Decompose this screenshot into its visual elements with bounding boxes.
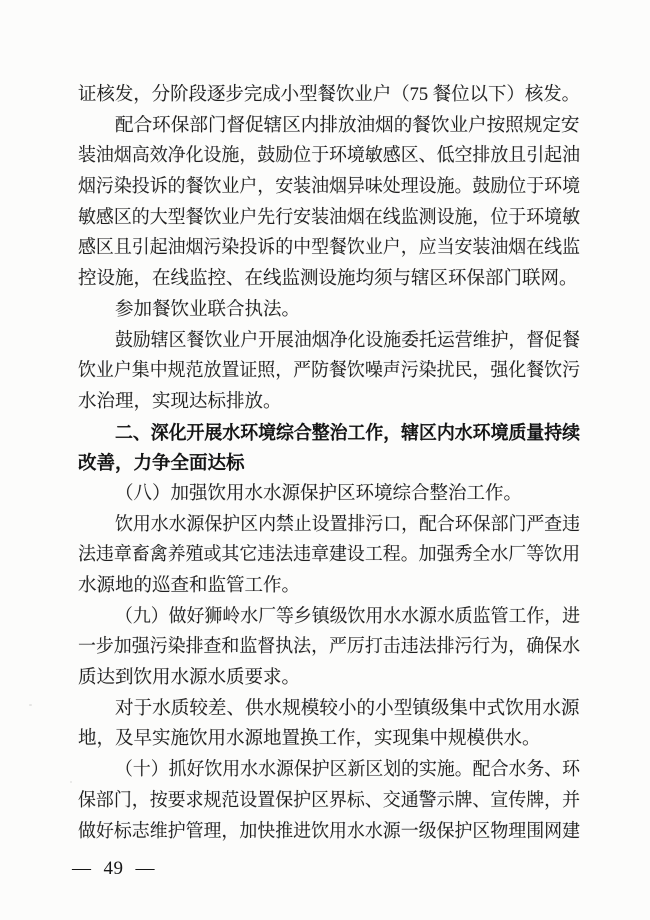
section-heading-line: 二、深化开展水环境综合整治工作，辖区内水环境质量持续 bbox=[115, 421, 580, 443]
page-footer bbox=[72, 856, 155, 882]
text-line: 地，及早实施饮用水源地置换工作，实现集中规模供水。 bbox=[78, 729, 541, 750]
text-line: 鼓励辖区餐饮业户开展油烟净化设施委托运营维护，督促餐 bbox=[115, 330, 580, 351]
text-line: 敏感区的大型餐饮业户先行安装油烟在线监测设施，位于环境敏 bbox=[78, 207, 581, 228]
footer-dash-left: — bbox=[72, 858, 92, 879]
footer-dash-right: — bbox=[135, 858, 155, 879]
text-line: 保部门，按要求规范设置保护区界标、交通警示牌、宣传牌，并 bbox=[78, 790, 581, 811]
text-line: 做好标志维护管理，加快推进饮用水水源一级保护区物理围网建 bbox=[78, 821, 581, 842]
text-line: 质达到饮用水源水质要求。 bbox=[78, 668, 301, 689]
text-line: 参加餐饮业联合执法。 bbox=[115, 299, 301, 320]
text-line: 对于水质较差、供水规模较小的小型镇级集中式饮用水源 bbox=[115, 698, 580, 719]
text-line: 装油烟高效净化设施，鼓励位于环境敏感区、低空排放且引起油 bbox=[78, 146, 581, 167]
text-line: 饮用水水源保护区内禁止设置排污口，配合环保部门严查违 bbox=[115, 514, 580, 535]
document-body bbox=[78, 80, 580, 847]
text-line: 感区且引起油烟污染投诉的中型餐饮业户，应当安装油烟在线监 bbox=[78, 238, 581, 259]
text-line: 控设施，在线监控、在线监测设施均须与辖区环保部门联网。 bbox=[78, 269, 578, 290]
text-line: 配合环保部门督促辖区内排放油烟的餐饮业户按照规定安 bbox=[115, 115, 580, 136]
text-line: 证核发，分阶段逐步完成小型餐饮业户（75 餐位以下）核发。 bbox=[78, 85, 581, 105]
text-line: 水源地的巡查和监管工作。 bbox=[78, 576, 301, 596]
text-line: （八）加强饮用水水源保护区环境综合整治工作。 bbox=[115, 483, 523, 504]
text-line: 一步加强污染排查和监督执法，严厉打击违法排污行为，确保水 bbox=[78, 637, 581, 658]
text-line: 法违章畜禽养殖或其它违法违章建设工程。加强秀全水厂等饮用 bbox=[78, 545, 581, 566]
scan-speck bbox=[70, 781, 72, 783]
text-line: 水治理，实现达标排放。 bbox=[78, 391, 282, 412]
section-heading-line: 改善，力争全面达标 bbox=[78, 452, 245, 474]
text-line: 烟污染投诉的餐饮业户，安装油烟异味处理设施。鼓励位于环境 bbox=[78, 177, 581, 198]
page-number: 49 bbox=[103, 858, 124, 879]
text-line: （十）抓好饮用水水源保护区新区划的实施。配合水务、环 bbox=[115, 760, 580, 781]
scan-speck bbox=[29, 704, 32, 706]
text-line: 饮业户集中规范放置证照，严防餐饮噪声污染扰民，强化餐饮污 bbox=[78, 361, 581, 382]
text-line: （九）做好狮岭水厂等乡镇级饮用水水源水质监管工作，进 bbox=[115, 606, 580, 627]
